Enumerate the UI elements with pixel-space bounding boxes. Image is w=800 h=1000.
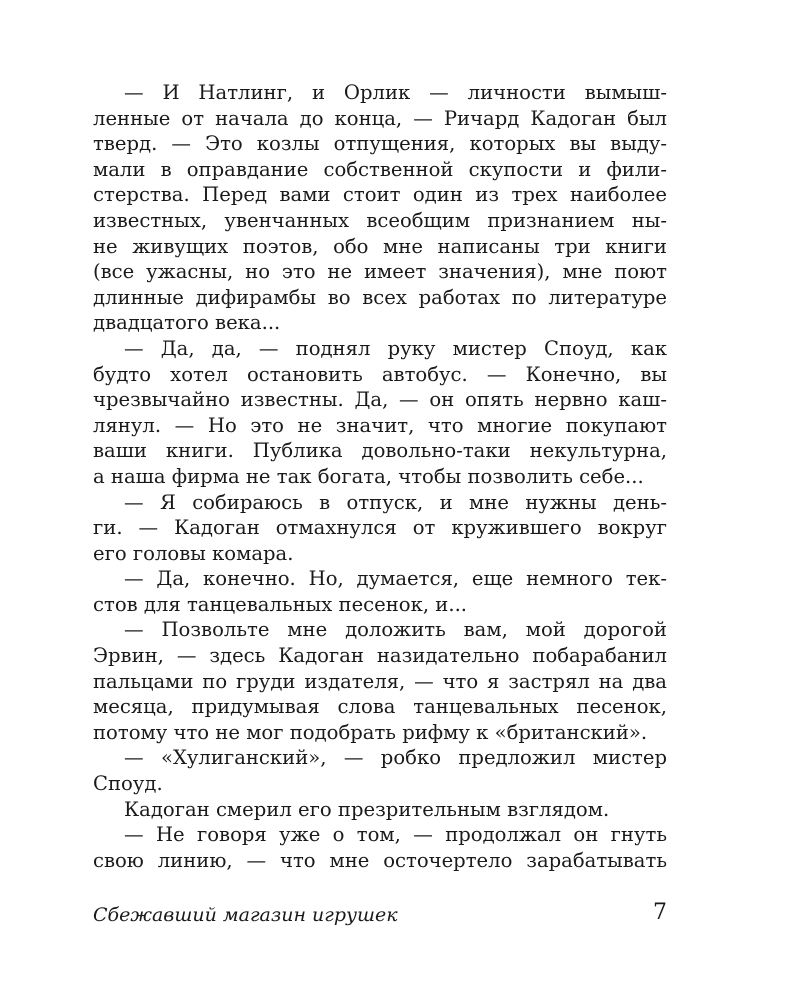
body-text	[93, 80, 667, 873]
text-line: свою линию, — что мне осточертело зарабатывать	[93, 848, 667, 872]
text-line: Эрвин, — здесь Кадоган назидательно побарабанил	[93, 644, 667, 668]
text-line: ваши книги. Публика довольно-таки некультурна,	[93, 439, 667, 463]
text-line: — И Натлинг, и Орлик — личности вымыш-	[124, 81, 667, 104]
text-line: потому что не мог подобрать рифму к «британский».	[93, 720, 648, 744]
text-line: стов для танцевальных песенок, и...	[93, 592, 468, 616]
text-line: — Да, да, — поднял руку мистер Споуд, как	[124, 336, 667, 360]
text-line: а наша фирма не так богата, чтобы позволить себе...	[93, 464, 644, 488]
text-line: лянул. — Но это не значит, что многие покупают	[93, 413, 667, 437]
text-line: не живущих поэтов, обо мне написаны три книги	[93, 234, 667, 258]
text-line: будто хотел остановить автобус. — Конечно, вы	[93, 362, 667, 386]
text-line: ги. — Кадоган отмахнулся от кружившего вокруг	[93, 516, 667, 540]
text-line: Кадоган смерил его презрительным взглядом.	[124, 797, 610, 821]
text-line: чрезвычайно известны. Да, — он опять нервно каш-	[93, 388, 667, 412]
text-line: двадцатого века...	[93, 311, 281, 335]
text-line: известных, увенчанных всеобщим признанием ны-	[93, 208, 667, 232]
text-line: Споуд.	[93, 772, 163, 796]
text-line: его головы комара.	[93, 541, 294, 565]
text-line: месяца, придумывая слова танцевальных песенок,	[93, 695, 667, 719]
text-line: — Я собираюсь в отпуск, и мне нужны день-	[124, 490, 667, 514]
text-line: длинные дифирамбы во всех работах по литературе	[93, 285, 667, 309]
text-line: — Не говоря уже о том, — продолжал он гнуть	[124, 823, 667, 847]
text-line: тверд. — Это козлы отпущения, которых вы выду-	[93, 132, 667, 156]
text-line: (все ужасны, но это не имеет значения), мне поют	[93, 260, 667, 284]
text-line: — Позвольте мне доложить вам, мой дорогой	[124, 618, 667, 642]
page-footer	[93, 900, 667, 934]
text-line: мали в оправдание собственной скупости и фили-	[93, 157, 667, 181]
page-number: 7	[653, 900, 667, 925]
text-line: пальцами по груди издателя, — что я застрял на два	[93, 669, 667, 693]
text-line: стерства. Перед вами стоит один из трех наиболее	[93, 183, 667, 207]
running-title: Сбежавший магазин игрушек	[93, 904, 398, 926]
text-line: — «Хулиганский», — робко предложил мистер	[124, 746, 667, 770]
text-line: — Да, конечно. Но, думается, еще немного тек-	[124, 567, 667, 591]
text-line: ленные от начала до конца, — Ричард Кадоган был	[93, 106, 667, 130]
